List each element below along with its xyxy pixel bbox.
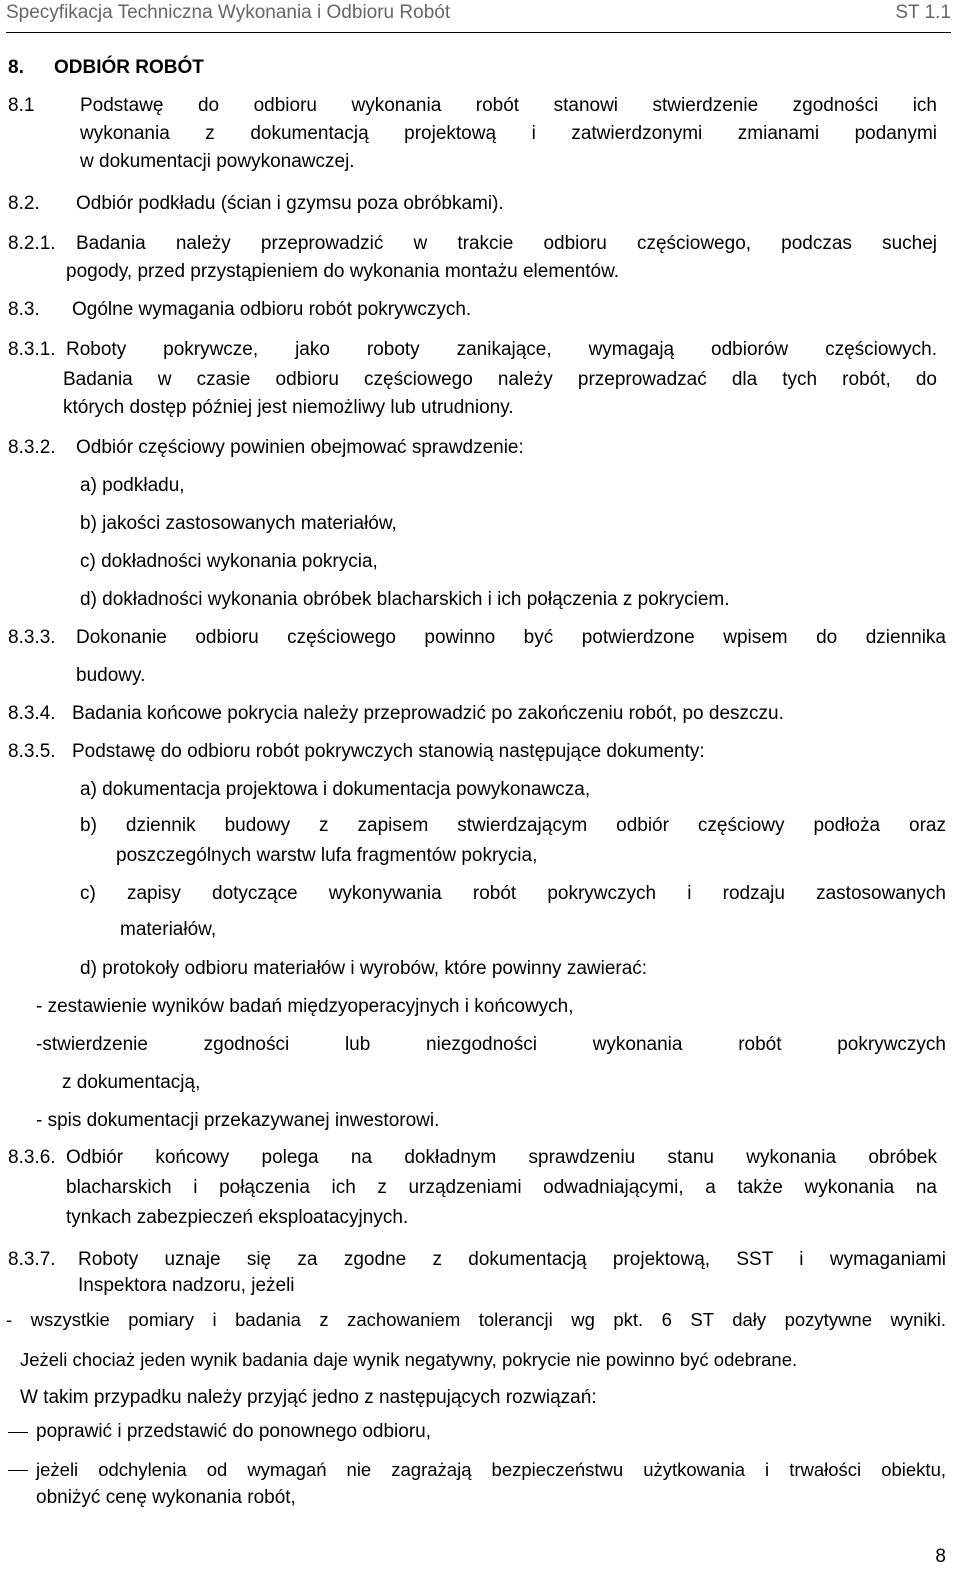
s832-item-c: c) dokładności wykonania pokrycia, <box>80 551 378 572</box>
section-number: 8. <box>8 57 24 78</box>
s81-number: 8.1 <box>8 95 35 116</box>
s837-line2: Inspektora nadzoru, jeżeli <box>78 1275 295 1296</box>
s837-option-2-line2: obniżyć cenę wykonania robót, <box>36 1487 296 1508</box>
page-number: 8 <box>935 1546 946 1567</box>
s831-line1: Roboty pokrywcze, jako roboty zanikające, wymagają odbiorów częściowych. <box>66 339 937 360</box>
s821-number: 8.2.1. <box>8 233 56 254</box>
em-dash-1 <box>8 1432 28 1433</box>
s835-number: 8.3.5. <box>8 741 56 762</box>
s837-line3: - wszystkie pomiary i badania z zachowaniem tolerancji wg pkt. 6 ST dały pozytywne wyniki. <box>6 1309 946 1330</box>
s835-dash-3: - spis dokumentacji przekazywanej inwestorowi. <box>36 1110 440 1131</box>
s835-item-a: a) dokumentacja projektowa i dokumentacja powykonawcza, <box>80 779 591 800</box>
s82-text: Odbiór podkładu (ścian i gzymsu poza obróbkami). <box>76 193 504 214</box>
s835-item-c-line2: materiałów, <box>120 919 217 940</box>
section-title: ODBIÓR ROBÓT <box>54 57 204 78</box>
s836-line1: Odbiór końcowy polega na dokładnym sprawdzeniu stanu wykonania obróbek <box>66 1147 937 1168</box>
s83-number: 8.3. <box>8 299 40 320</box>
s832-item-b: b) jakości zastosowanych materiałów, <box>80 513 397 534</box>
s83-text: Ogólne wymagania odbioru robót pokrywczych. <box>72 299 472 320</box>
s836-line3: tynkach zabezpieczeń eksploatacyjnych. <box>66 1207 409 1228</box>
s81-line3: w dokumentacji powykonawczej. <box>80 151 355 172</box>
s835-dash-2-line1: -stwierdzenie zgodności lub niezgodności wykonania robót pokrywczych <box>36 1034 946 1055</box>
s836-line2: blacharskich i połączenia ich z urządzeniami odwadniającymi, a także wykonania na <box>66 1177 937 1198</box>
s833-line1: Dokonanie odbioru częściowego powinno być potwierdzone wpisem do dziennika <box>76 627 946 648</box>
document-code: ST 1.1 <box>895 2 951 23</box>
s837-line4: Jeżeli chociaż jeden wynik badania daje wynik negatywny, pokrycie nie powinno być odebrane. <box>20 1349 798 1370</box>
s832-item-a: a) podkładu, <box>80 475 185 496</box>
s835-text: Podstawę do odbioru robót pokrywczych stanowią następujące dokumenty: <box>72 741 705 762</box>
s832-item-d: d) dokładności wykonania obróbek blacharskich i ich połączenia z pokryciem. <box>80 589 730 610</box>
s82-number: 8.2. <box>8 193 40 214</box>
s837-option-2-line1: jeżeli odchylenia od wymagań nie zagrażają bezpieczeństwu użytkowania i trwałości obiektu, <box>36 1459 946 1480</box>
s81-line1: Podstawę do odbioru wykonania robót stanowi stwierdzenie zgodności ich <box>80 95 937 116</box>
s836-number: 8.3.6. <box>8 1147 56 1168</box>
s833-line2: budowy. <box>76 665 146 686</box>
s81-line2: wykonania z dokumentacją projektową i zatwierdzonymi zmianami podanymi <box>80 123 937 144</box>
s837-line5: W takim przypadku należy przyjąć jedno z następujących rozwiązań: <box>20 1387 597 1408</box>
s835-item-b-line1: b) dziennik budowy z zapisem stwierdzającym odbiór częściowy podłoża oraz <box>80 815 946 836</box>
s837-number: 8.3.7. <box>8 1249 56 1270</box>
s821-line1: Badania należy przeprowadzić w trakcie odbioru częściowego, podczas suchej <box>76 233 937 254</box>
s837-line1: Roboty uznaje się za zgodne z dokumentacją projektową, SST i wymaganiami <box>78 1249 946 1270</box>
s832-text: Odbiór częściowy powinien obejmować sprawdzenie: <box>76 437 524 458</box>
s831-line2: Badania w czasie odbioru częściowego należy przeprowadzać dla tych robót, do <box>63 369 937 390</box>
s837-option-1: poprawić i przedstawić do ponownego odbioru, <box>36 1421 432 1442</box>
s832-number: 8.3.2. <box>8 437 56 458</box>
s835-item-d: d) protokoły odbioru materiałów i wyrobów, które powinny zawierać: <box>80 958 648 979</box>
document-title: Specyfikacja Techniczna Wykonania i Odbioru Robót <box>6 2 451 23</box>
s831-number: 8.3.1. <box>8 339 56 360</box>
s835-item-b-line2: poszczególnych warstw lufa fragmentów pokrycia, <box>116 845 538 866</box>
s834-text: Badania końcowe pokrycia należy przeprowadzić po zakończeniu robót, po deszczu. <box>72 703 784 724</box>
s835-dash-1: - zestawienie wyników badań międzyoperacyjnych i końcowych, <box>36 996 574 1017</box>
s834-number: 8.3.4. <box>8 703 56 724</box>
s831-line3: których dostęp później jest niemożliwy lub utrudniony. <box>63 397 514 418</box>
page-header <box>6 2 951 33</box>
s835-dash-2-line2: z dokumentacją, <box>62 1072 201 1093</box>
s821-line2: pogody, przed przystąpieniem do wykonania montażu elementów. <box>66 261 620 282</box>
s835-item-c-line1: c) zapisy dotyczące wykonywania robót pokrywczych i rodzaju zastosowanych <box>80 883 946 904</box>
s833-number: 8.3.3. <box>8 627 56 648</box>
em-dash-2 <box>8 1470 28 1471</box>
